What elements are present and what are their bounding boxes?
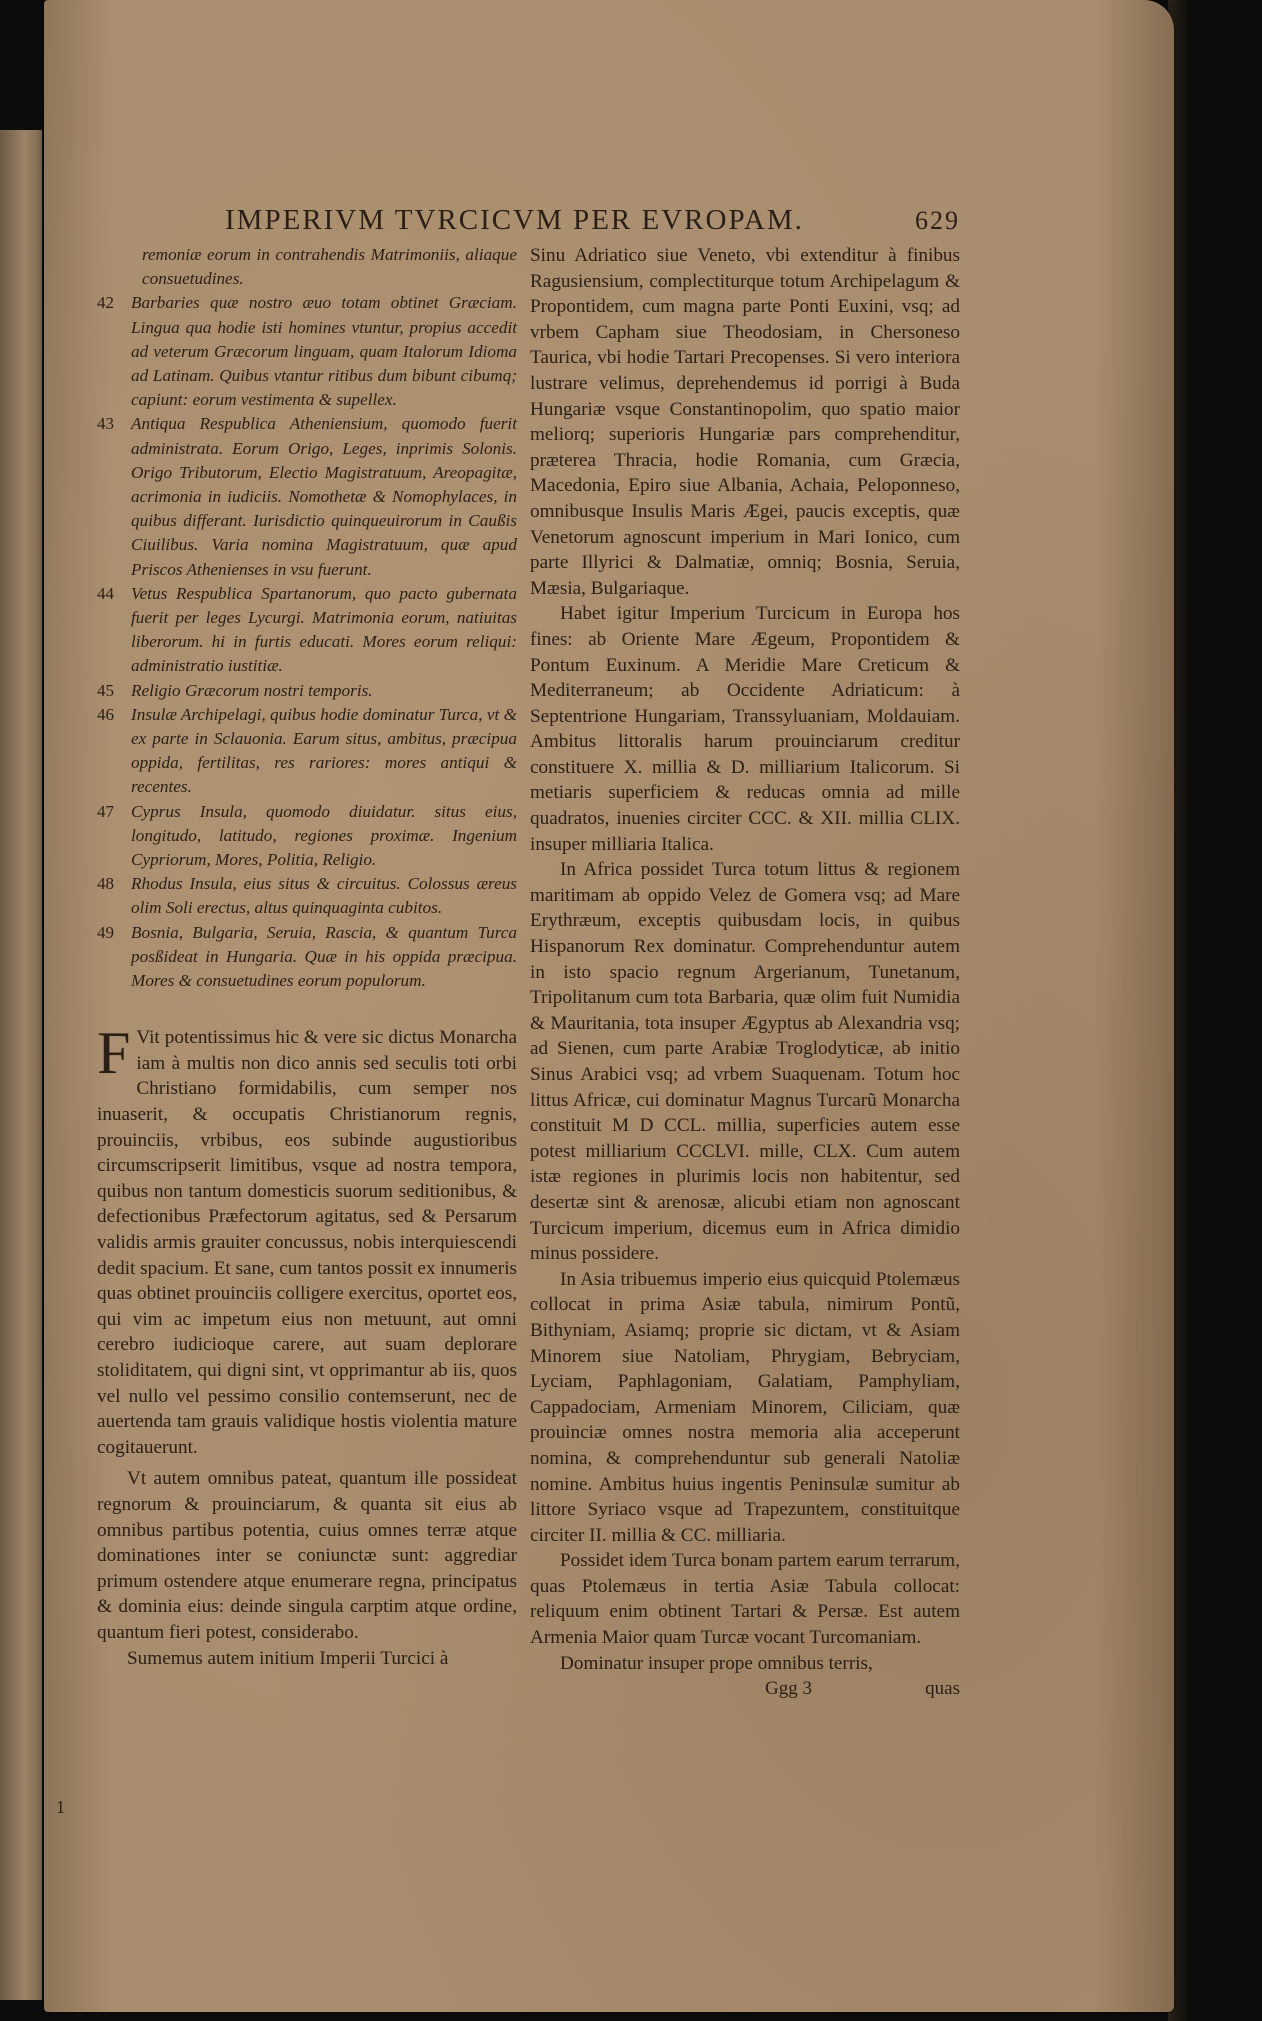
toc-item-number: 43 <box>97 414 114 434</box>
toc-item-text: Bosnia, Bulgaria, Seruia, Rascia, & quantum Turca posßideat in Hungaria. Quæ in his oppida præcipua. Mores & consuetudines eorum populorum. <box>131 922 517 991</box>
toc-item-number: 44 <box>97 583 114 603</box>
signature-mark: Ggg 3 <box>765 1678 812 1700</box>
toc-item <box>97 679 517 703</box>
toc-continuation: remoniæ eorum in contrahendis Matrimoniis, aliaque consuetudines. <box>142 245 517 289</box>
signature-line <box>530 1678 960 1700</box>
toc-item <box>97 703 517 800</box>
opening-section <box>97 1020 517 1460</box>
toc-item <box>97 412 517 581</box>
left-column <box>97 243 517 1671</box>
running-head <box>225 204 960 237</box>
page-number: 629 <box>915 206 960 235</box>
toc-item-number: 47 <box>97 801 114 821</box>
paragraph: Possidet idem Turca bonam partem earum terrarum, quas Ptolemæus in tertia Asiæ Tabula collocat: reliquum enim obtinent Tartari & Persæ. Est autem Armenia Maior quam Turcæ vocant Turcomaniam. <box>530 1550 960 1649</box>
toc-list <box>97 291 517 993</box>
paragraph: Sumemus autem initium Imperii Turcici à <box>127 1647 449 1669</box>
drop-cap: F <box>97 1020 131 1087</box>
toc-item-text: Rhodus Insula, eius situs & circuitus. Colossus æreus olim Soli erectus, altus quinquaginta cubitos. <box>131 874 517 918</box>
paragraph: Vt autem omnibus pateat, quantum ille possideat regnorum & prouinciarum, & quanta sit eius ab omnibus partibus potentia, cuius omnes terræ atque dominationes inter se coniunctæ sunt: aggrediar primum ostendere atque enumerare regna, principatus & dominia eius: deinde singula carptim atque ordine, quantum fieri potest, considerabo. <box>97 1468 517 1643</box>
toc-item-number: 45 <box>97 680 114 700</box>
toc-item-text: Barbaries quæ nostro æuo totam obtinet Græciam. Lingua qua hodie isti homines vtuntur, propius accedit ad veterum Græcorum linguam, quam Italorum Idioma ad Latinam. Quibus vtantur ritibus dum bibunt cibumq; capiunt: eorum vestimenta & supellex. <box>131 293 517 410</box>
toc-item-text: Vetus Respublica Spartanorum, quo pacto gubernata fuerit per leges Lycurgi. Matrimonia eorum, natiuitas liberorum. hi in furtis educati. Mores eorum reliqui: administratio iustitiæ. <box>131 583 517 676</box>
catchword: quas <box>925 1678 960 1700</box>
running-title: IMPERIVM TVRCICVM PER EVROPAM. <box>225 204 804 236</box>
toc-item-text: Religio Græcorum nostri temporis. <box>131 680 373 700</box>
paragraph: Sinu Adriatico siue Veneto, vbi extenditur à finibus Ragusiensium, complectiturque totum Archipelagum & Propontidem, cum magna parte Ponti Euxini, vsq; ad vrbem Capham siue Theodosiam, in Chersoneso Taurica, vbi hodie Tartari Precopenses. Si vero interiora lustrare velimus, deprehendemus id porrigi à Buda Hungariæ vsque Constantinopolim, quo spatio maior meliorq; superioris Hungariæ pars comprehenditur, præterea Thracia, hodie Romania, cum Græcia, Macedonia, Epiro siue Albania, Achaia, Peloponneso, omnibusque Insulis Maris Ægei, paucis exceptis, quæ Venetorum agnoscunt imperium in Mari Ionico, cum parte Illyrici & Dalmatiæ, omniq; Bosnia, Seruia, Mæsia, Bulgariaque. <box>530 245 960 599</box>
toc-item <box>97 582 517 679</box>
toc-item <box>97 921 517 994</box>
margin-mark: 1 <box>56 1797 65 1817</box>
toc-item <box>97 800 517 873</box>
paragraph: Dominatur insuper prope omnibus terris, <box>560 1652 873 1674</box>
toc-item-text: Antiqua Respublica Atheniensium, quomodo fuerit administrata. Eorum Origo, Leges, inprimis Solonis. Origo Tributorum, Electio Magistratuum, Areopagitæ, acrimonia in iudiciis. Nomothetæ & Nomophylaces, in quibus differant. Iurisdictio quinqueuirorum in Caußis Ciuilibus. Varia nomina Magistratuum, quæ apud Priscos Athenienses in vsu fuerunt. <box>131 414 517 579</box>
toc-item-text: Insulæ Archipelagi, quibus hodie dominatur Turca, vt & ex parte in Sclauonia. Earum situs, ambitus, præcipua oppida, fertilitas, res rariores: mores antiqui & recentes. <box>131 704 517 797</box>
toc-item-number: 42 <box>97 293 114 313</box>
paragraph: Habet igitur Imperium Turcicum in Europa hos fines: ab Oriente Mare Ægeum, Propontidem & Pontum Euxinum. A Meridie Mare Creticum & Mediterraneum; ab Occidente Adriaticum: à Septentrione Hungariam, Transsyluaniam, Moldauiam. Ambitus littoralis harum prouinciarum creditur constituere X. millia & D. milliarium Italicorum. Si metiaris superficiem & reducas omnia ad mille quadratos, inuenies circiter CCC. & XII. millia CLIX. insuper milliaria Italica. <box>530 603 960 855</box>
toc-item <box>97 872 517 920</box>
toc-item-number: 46 <box>97 704 114 724</box>
toc-item-text: Cyprus Insula, quomodo diuidatur. situs eius, longitudo, latitudo, regiones proximæ. Ingenium Cypriorum, Mores, Politia, Religio. <box>131 801 517 870</box>
right-column <box>530 243 960 1700</box>
toc-item-number: 48 <box>97 874 114 894</box>
paragraph: In Asia tribuemus imperio eius quicquid Ptolemæus collocat in prima Asiæ tabula, nimirum Pontũ, Bithyniam, Asiamq; proprie sic dictam, vt & Asiam Minorem siue Natoliam, Phrygiam, Bebryciam, Lyciam, Paphlagoniam, Galatiam, Pamphyliam, Cappadociam, Armeniam Minorem, Ciliciam, quæ prouinciæ omnes nostra memoria alia acceperunt nomina, & comprehenduntur sub generali Natoliæ nomine. Ambitus huius ingentis Peninsulæ sumitur ab littore Syriaco vsque ad Trapezuntem, constituitque circiter II. millia & CC. milliaria. <box>530 1268 960 1546</box>
toc-item-number: 49 <box>97 922 114 942</box>
paragraph: Vit potentissimus hic & vere sic dictus Monarcha iam à multis non dico annis sed seculis toti orbi Christiano formidabilis, cum semper nos inuaserit, & occupatis Christianorum regnis, prouinciis, vrbibus, eos subinde augustioribus circumscripserit limitibus, vsque ad nostra tempora, quibus non tantum domesticis suorum seditionibus, & defectionibus Præfectorum agitatus, sed & Persarum validis armis grauiter concussus, nobis interquiescendi dedit spacium. Et sane, cum tantos possit ex innumeris quas obtinet prouinciis colligere exercitus, oportet eos, qui vim ac impetum eius non metuunt, aut omni cerebro iudicioque carere, aut suam deplorare stoliditatem, qui digni sint, vt opprimantur ab iis, quos vel nullo vel pessimo consilio contemserunt, nec de auertenda tam grauis validique hostis violentia mature cogitauerunt. <box>97 1027 517 1458</box>
paragraph: In Africa possidet Turca totum littus & regionem maritimam ab oppido Velez de Gomera vsq; ad Mare Erythræum, exceptis quibusdam locis, in quibus Hispanorum Rex dominatur. Comprehenduntur autem in isto spacio regnum Argerianum, Tunetanum, Tripolitanum cum tota Barbaria, quæ olim fuit Numidia & Mauritania, tota insuper Ægyptus ab Alexandria vsq; ad Sienen, cum parte Arabiæ Troglodyticæ, ab initio Sinus Arabici vsq; ad vrbem Suaquenam. Totum hoc littus Africæ, cui dominatur Magnus Turcarũ Monarcha constituit M D CCL. millia, superficies autem esse potest milliarium CCCLVI. mille, CLX. Cum autem istæ regiones in plurimis locis non habitentur, sed desertæ sint & arenosæ, alicubi etiam non agnoscant Turcicum imperium, dicemus eum in Africa dimidio minus possidere. <box>530 859 960 1265</box>
facing-page-edge <box>0 130 42 2000</box>
toc-item <box>97 291 517 412</box>
